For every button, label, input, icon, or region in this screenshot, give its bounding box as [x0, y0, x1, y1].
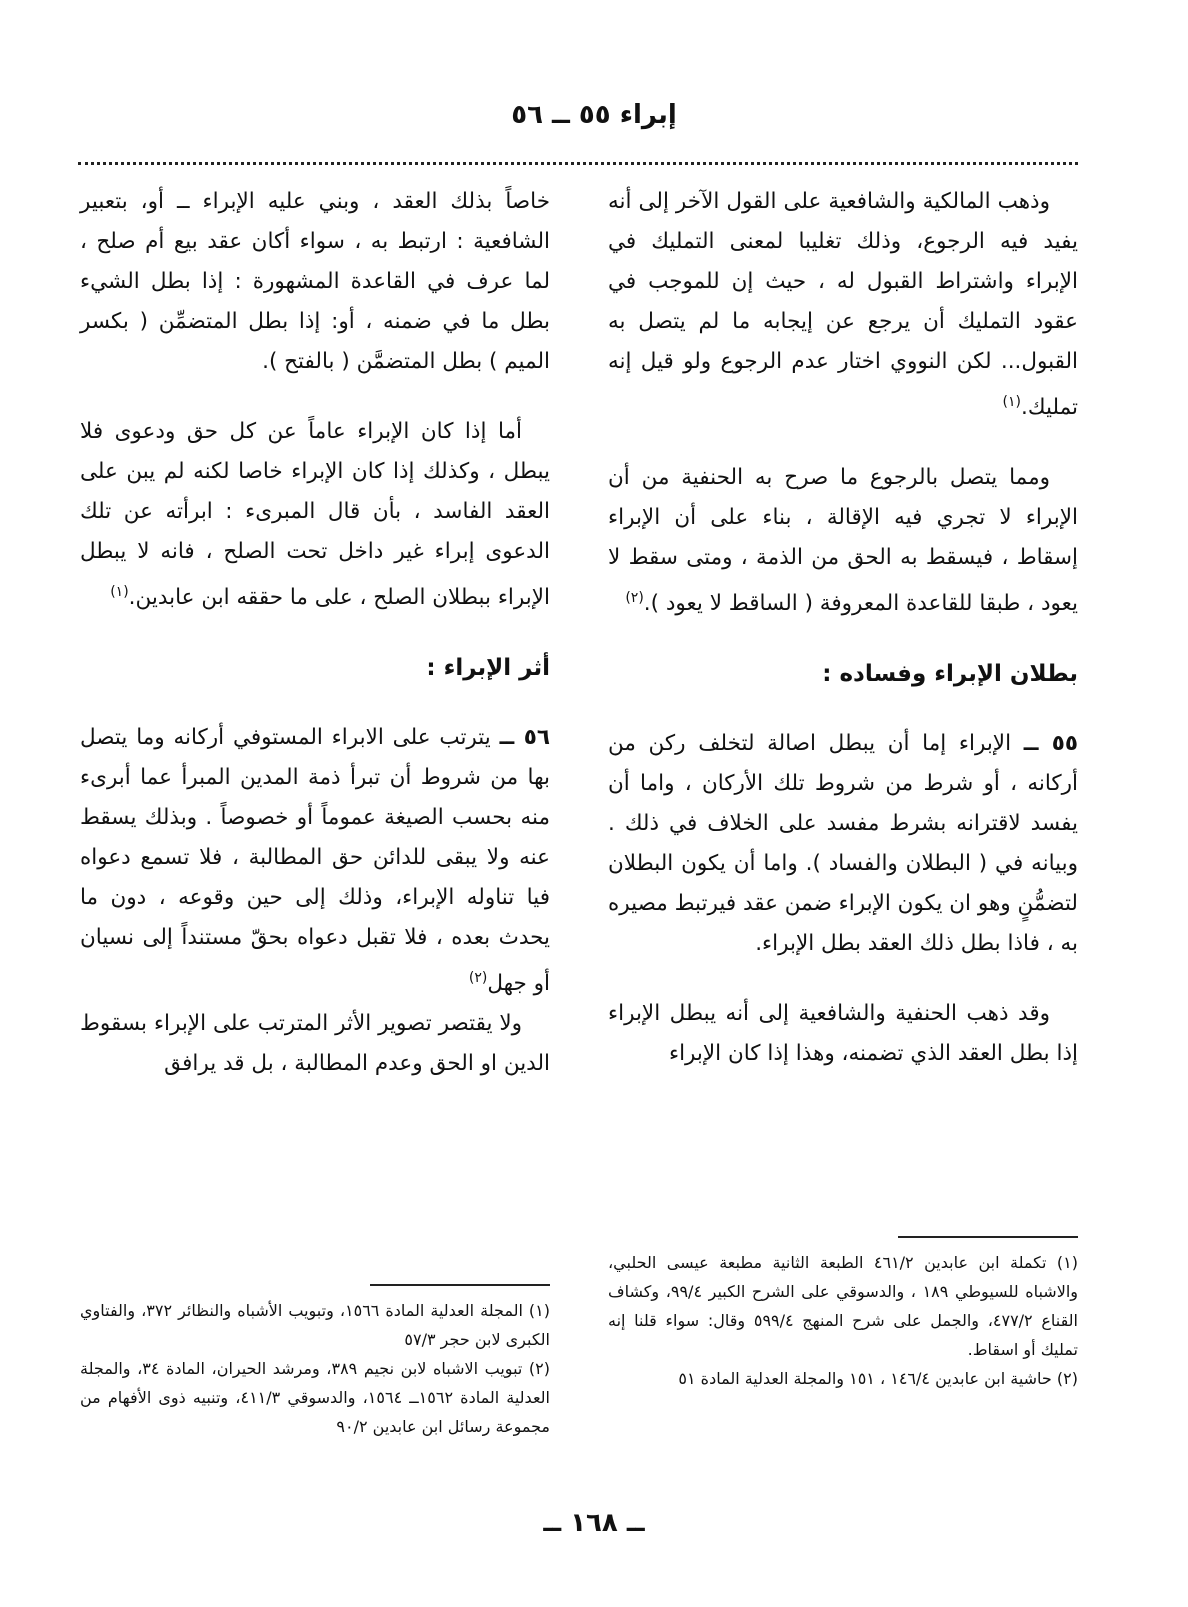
- footnote: (٢) تبويب الاشباه لابن نجيم ٣٨٩، ومرشد الحيران، المادة ٣٤، والمجلة العدلية المادة ١٥٦٢ــ ١٥٦٤، والدسوقي ٤١١/٣، وتنبيه ذوى الأفهام من مجموعة رسائل ابن عابدين ٩٠/٢: [80, 1359, 551, 1436]
- footnote: (١) المجلة العدلية المادة ١٥٦٦، وتبويب الأشباه والنظائر ٣٧٢، والفتاوي الكبرى لابن حجر ٥٧/٣: [80, 1301, 551, 1349]
- paragraph: وذهب المالكية والشافعية على القول الآخر إلى أنه يفيد فيه الرجوع، وذلك تغليبا لمعنى التمليك في الإبراء واشتراط القبول له ، حيث إن للموجب في عقود التمليك أن يرجع عن إيجابه ما لم يتصل به القبول... لكن النووي اختار عدم الرجوع ولو قيل إنه تمليك.$^{(١)}$: [608, 189, 1078, 421]
- section-number: ٥٦ ــ: [499, 725, 550, 751]
- paragraph: خاصاً بذلك العقد ، وبني عليه الإبراء ــ أو، بتعبير الشافعية : ارتبط به ، سواء أكان عقد بيع أم صلح ، لما عرف في القاعدة المشهورة : إذا بطل الشيء بطل ما في ضمنه ، أو: إذا بطل المتضمِّن ( بكسر الميم ) بطل المتضمَّن ( بالفتح ).: [80, 189, 550, 374]
- paragraph: أما إذا كان الإبراء عاماً عن كل حق ودعوى فلا يبطل ، وكذلك إذا كان الإبراء خاصا لكنه لم يبن على العقد الفاسد ، بأن قال المبرىء : ابرأته عن تلك الدعوى إبراء غير داخل تحت الصلح ، فانه لا يبطل الإبراء ببطلان الصلح ، على ما حققه ابن عابدين.$^{(١)}$: [80, 419, 550, 611]
- header-divider: [78, 162, 1078, 165]
- footnote-marker[interactable]: (١): [110, 584, 129, 600]
- paragraph: ٥٥ ــ الإبراء إما أن يبطل اصالة لتخلف ركن من أركانه ، أو شرط من شروط تلك الأركان ، واما أن يفسد لاقترانه بشرط مفسد على الخلاف في ذلك . وبيانه في ( البطلان والفساد ). واما أن يكون البطلان لتضمُّنٍ وهو ان يكون الإبراء ضمن عقد فيرتبط مصيره به ، فاذا بطل ذلك العقد بطل الإبراء.: [608, 731, 1078, 957]
- paragraph: ٥٦ ــ يترتب على الابراء المستوفي أركانه وما يتصل بها من شروط أن تبرأ ذمة المدين المبرأ عما أبرىء منه بحسب الصيغة عموماً أو خصوصاً . وبذلك يسقط عنه ولا يبقى للدائن حق المطالبة ، فلا تسمع دعواه فيا تناوله الإبراء، وذلك إلى حين وقوعه ، دون ما يحدث بعده ، فلا تقبل دعواه بحقّ مستنداً إلى نسيان أو جهل$^{(٢)}$: [80, 725, 550, 997]
- paragraph: ومما يتصل بالرجوع ما صرح به الحنفية من أن الإبراء لا تجري فيه الإقالة ، بناء على أن الإبراء إسقاط ، فيسقط به الحق من الذمة ، ومتى سقط لا يعود ، طبقا للقاعدة المعروفة ( الساقط لا يعود ).$^{(٢)}$: [608, 465, 1078, 617]
- page-title: إبراء ٥٥ ــ ٥٦: [511, 100, 677, 130]
- footnote-divider: [370, 1284, 550, 1286]
- footnote: (١) تكملة ابن عابدين ٤٦١/٢ الطبعة الثانية مطبعة عيسى الحلبي، والاشباه للسيوطي ١٨٩ ، والدسوقي على الشرح الكبير ٩٩/٤، وكشاف القناع ٤٧٧/٢، والجمل على شرح المنهج ٥٩٩/٤ وقال: سواء قلنا إنه تمليك أو اسقاط.: [608, 1253, 1079, 1359]
- footnotes-right: [608, 1236, 1078, 1393]
- footnote: (٢) حاشية ابن عابدين ١٤٦/٤ ، ١٥١ والمجلة العدلية المادة ٥١: [678, 1369, 1078, 1388]
- footnote-marker[interactable]: (٢): [468, 970, 488, 987]
- paragraph: ولا يقتصر تصوير الأثر المترتب على الإبراء بسقوط الدين او الحق وعدم المطالبة ، بل قد يرافق: [80, 1011, 550, 1077]
- left-column: [80, 182, 550, 1084]
- right-column: [608, 182, 1078, 1074]
- page-number: ــ ١٦٨ ــ: [543, 1508, 645, 1538]
- footnotes-left: [80, 1284, 550, 1441]
- footnote-marker[interactable]: (٢): [625, 590, 644, 607]
- section-heading: بطلان الإبراء وفساده :: [822, 661, 1078, 688]
- section-number: ٥٥ ــ: [1023, 731, 1078, 757]
- paragraph: وقد ذهب الحنفية والشافعية إلى أنه يبطل الإبراء إذا بطل العقد الذي تضمنه، وهذا إذا كان الإبراء: [608, 1001, 1078, 1067]
- footnote-divider: [898, 1236, 1078, 1238]
- footnote-marker[interactable]: (١): [1002, 394, 1022, 410]
- section-heading: أثر الإبراء :: [426, 655, 550, 682]
